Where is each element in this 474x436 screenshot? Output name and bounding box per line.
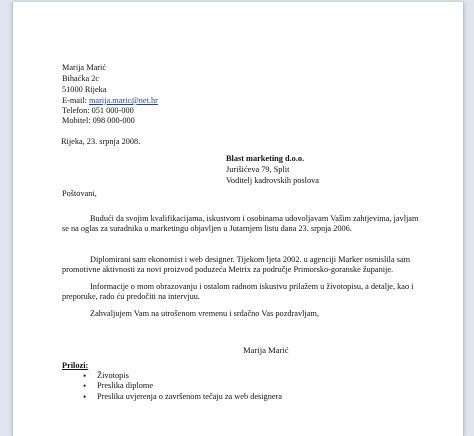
sender-street: Bihaćka 2c [62,74,100,83]
attachment-item: • Preslika diplome [73,381,282,391]
paragraph-2-line-1: Diplomirani sam ekonomist i web designer. Tijekom ljeta 2002. u agenciji Marker osmislila sam [90,255,411,264]
sender-phone: Telefon: 051 000-000 [62,106,134,115]
paragraph-1-line-1: Budući da svojim kvalifikacijama, iskustvom i osobinama udovoljavam Vašim zahtjevima, javljam [90,214,419,223]
attachments-list [73,371,282,402]
sender-email-line [62,96,158,106]
attachments-heading: Prilozi: [62,361,89,370]
letter-date: Rijeka, 23. srpnja 2008. [61,137,141,146]
letter-greeting: Poštovani, [62,189,97,198]
email-label: E-mail: [62,96,87,105]
signature-name: Marija Marić [243,345,289,355]
paragraph-3-line-2: preporuke, rado ću predočiti na intervjuu. [62,292,201,301]
email-link[interactable]: marija.maric@net.hr [88,96,158,105]
recipient-street: Jurišićeva 79, Split [226,165,290,174]
document-page [12,2,464,436]
recipient-attention: Voditelj kadrovskih poslova [226,176,319,185]
sender-city: 51000 Rijeka [62,85,107,94]
recipient-company: Blast marketing d.o.o. [226,154,305,163]
paragraph-4: Zahvaljujem Vam na utrošenom vremenu i srdačno Vas pozdravljam, [90,309,319,318]
paragraph-1-line-2: se na oglas za suradnika u marketingu objavljen u Jutarnjem listu dana 23. srpnja 2006. [62,224,352,233]
attachment-item: • Životopis [73,371,282,381]
paragraph-3-line-1: Informacije o mom obrazovanju i ostalom radnom iskustvu prilažem u životopisu, a detalje, kao i [90,282,414,291]
sender-mobile: Mobitel: 098 000-000 [62,116,135,125]
paragraph-2-line-2: promotivne aktivnosti za novi proizvod poduzeća Metrix za područje Primorsko-goranske županije. [62,265,394,274]
attachment-item: • Preslika uvjerenja o završenom tečaju za web designera [73,392,282,402]
sender-name: Marija Marić [62,63,107,72]
